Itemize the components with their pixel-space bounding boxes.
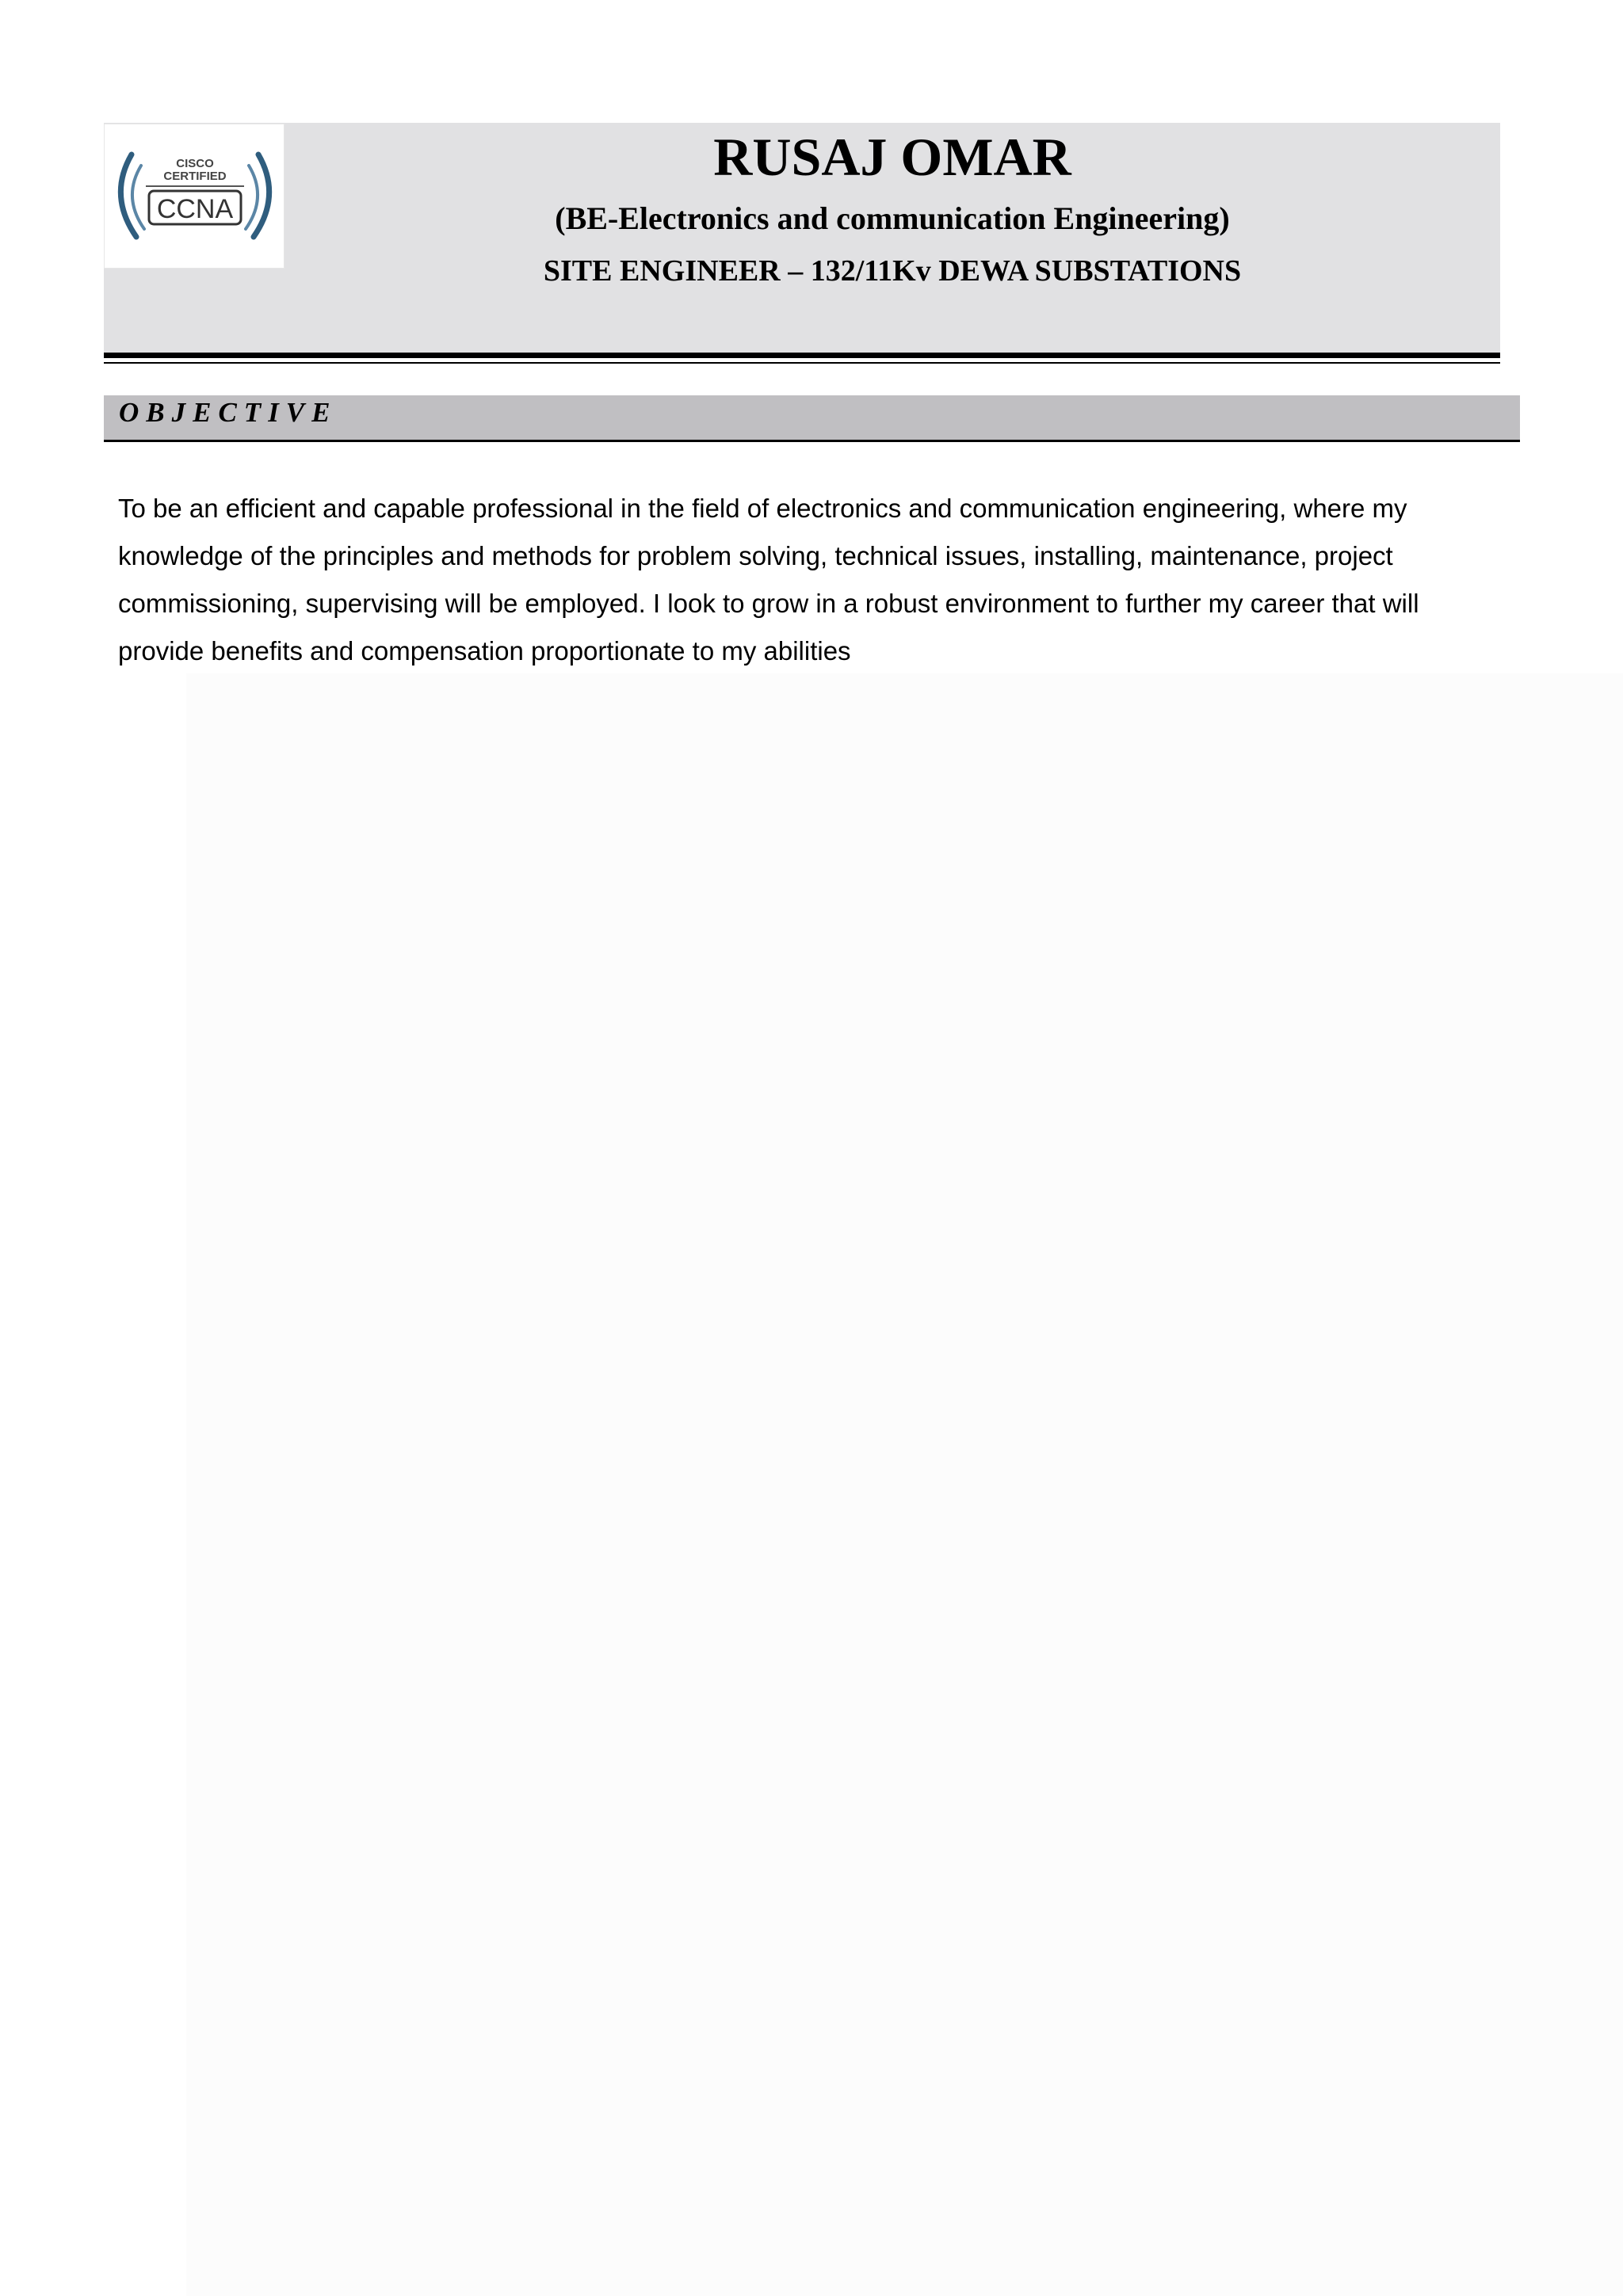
ccna-logo-icon: [105, 124, 285, 269]
page-background: [186, 673, 1623, 2296]
candidate-name: RUSAJ OMAR: [713, 127, 1071, 187]
candidate-role: SITE ENGINEER – 132/11Kv DEWA SUBSTATIONS: [543, 254, 1242, 288]
objective-section-title: OBJECTIVE: [119, 397, 338, 428]
header-divider-thick: [104, 353, 1500, 358]
objective-section-header: [104, 395, 1520, 442]
logo-badge: CCNA: [156, 194, 234, 224]
objective-paragraph: To be an efficient and capable professional in the field of electronics and communication engineering, where my knowledge of the principles and methods for problem solving, technical issues, installing, maintenance, project commissioning, supervising will be employed. I look to grow in a robust environment to further my career that will provide benefits and compensation proportionate to my abilities: [118, 494, 1419, 666]
candidate-degree: (BE-Electronics and communication Engineering): [555, 200, 1230, 236]
logo-line2: CERTIFIED: [163, 170, 227, 183]
header-divider-thin: [104, 362, 1500, 364]
ccna-logo: [104, 124, 285, 269]
logo-line1: CISCO: [176, 157, 214, 170]
